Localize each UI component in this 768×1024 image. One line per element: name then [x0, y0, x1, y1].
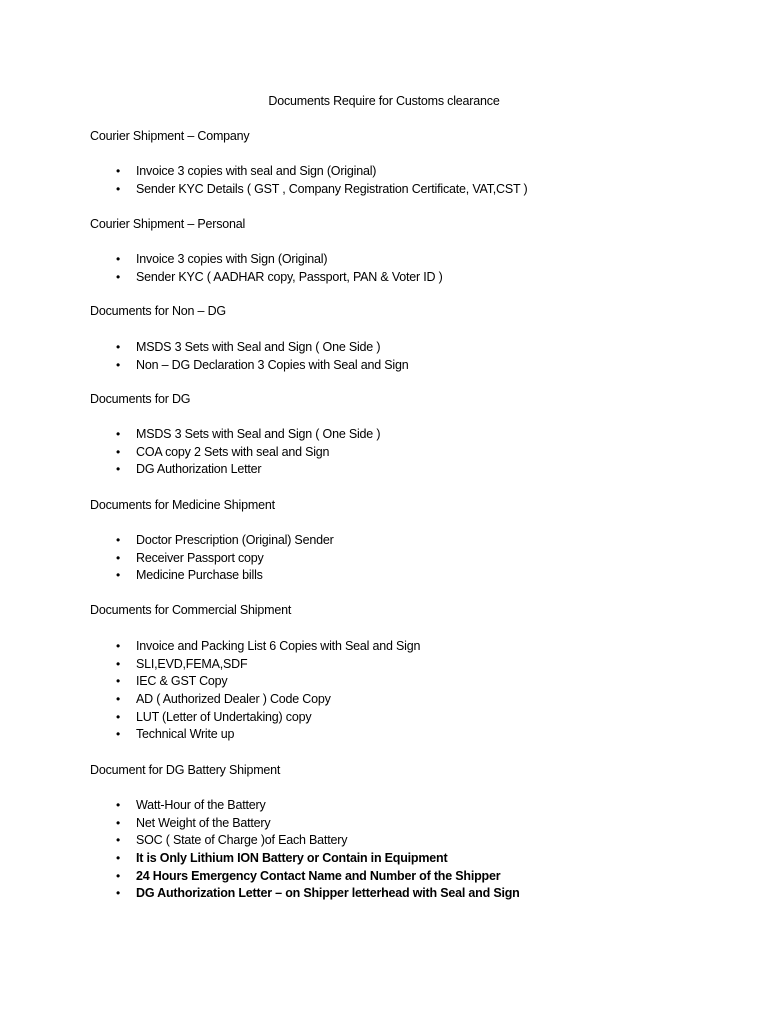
bullet-icon: • [116, 692, 121, 707]
list-item-text: SOC ( State of Charge )of Each Battery [136, 833, 348, 848]
bullet-icon: • [116, 252, 121, 266]
list-item-text: Sender KYC ( AADHAR copy, Passport, PAN & Voter ID ) [136, 269, 443, 284]
list-item-text: Invoice 3 copies with seal and Sign (Original) [136, 164, 377, 178]
list-item-text: DG Authorization Letter – on Shipper letterhead with Seal and Sign [136, 886, 520, 901]
bullet-icon: • [116, 727, 121, 742]
bullet-icon: • [116, 639, 121, 653]
list-item-text: MSDS 3 Sets with Seal and Sign ( One Side ) [136, 340, 381, 354]
bullet-icon: • [116, 444, 121, 459]
bullet-icon: • [116, 815, 121, 830]
list-item-text: 24 Hours Emergency Contact Name and Number of the Shipper [136, 868, 501, 883]
section-heading-non-dg: Documents for Non – DG [90, 304, 226, 318]
bullet-icon: • [116, 340, 121, 354]
list-item-text: Receiver Passport copy [136, 550, 264, 565]
section-heading-dg: Documents for DG [90, 392, 191, 406]
document-title: Documents Require for Customs clearance [268, 94, 500, 108]
bullet-icon: • [116, 568, 121, 583]
bullet-icon: • [116, 656, 121, 671]
bullet-icon: • [116, 164, 121, 178]
section-heading-dg-battery: Document for DG Battery Shipment [90, 763, 281, 777]
bullet-icon: • [116, 709, 121, 724]
list-item-text: Net Weight of the Battery [136, 815, 271, 830]
list-item-text: IEC & GST Copy [136, 674, 228, 689]
list-item-text: Doctor Prescription (Original) Sender [136, 533, 334, 547]
section-heading-courier-company: Courier Shipment – Company [90, 129, 250, 143]
section-heading-medicine: Documents for Medicine Shipment [90, 498, 275, 512]
section-heading-commercial: Documents for Commercial Shipment [90, 603, 292, 617]
list-item-text: Invoice 3 copies with Sign (Original) [136, 252, 328, 266]
list-item-text: AD ( Authorized Dealer ) Code Copy [136, 692, 331, 707]
list-item-text: COA copy 2 Sets with seal and Sign [136, 444, 330, 459]
list-item-text: SLI,EVD,FEMA,SDF [136, 656, 248, 671]
bullet-icon: • [116, 798, 121, 812]
list-item-text: DG Authorization Letter [136, 462, 262, 477]
bullet-icon: • [116, 427, 121, 441]
bullet-icon: • [116, 886, 121, 901]
bullet-icon: • [116, 533, 121, 547]
bullet-icon: • [116, 181, 121, 196]
bullet-icon: • [116, 868, 121, 883]
list-item-text: Sender KYC Details ( GST , Company Registration Certificate, VAT,CST ) [136, 181, 528, 196]
bullet-icon: • [116, 674, 121, 689]
list-item-text: It is Only Lithium ION Battery or Contain in Equipment [136, 851, 448, 866]
list-item-text: Watt-Hour of the Battery [136, 798, 266, 812]
section-heading-courier-personal: Courier Shipment – Personal [90, 217, 246, 231]
list-item-text: LUT (Letter of Undertaking) copy [136, 709, 312, 724]
bullet-icon: • [116, 269, 121, 284]
list-item-text: Non – DG Declaration 3 Copies with Seal and Sign [136, 357, 409, 372]
bullet-icon: • [116, 833, 121, 848]
bullet-icon: • [116, 851, 121, 866]
bullet-icon: • [116, 550, 121, 565]
bullet-icon: • [116, 357, 121, 372]
bullet-icon: • [116, 462, 121, 477]
list-item-text: MSDS 3 Sets with Seal and Sign ( One Side ) [136, 427, 381, 441]
list-item-text: Invoice and Packing List 6 Copies with Seal and Sign [136, 639, 421, 653]
list-item-text: Technical Write up [136, 727, 235, 742]
list-item-text: Medicine Purchase bills [136, 568, 263, 583]
